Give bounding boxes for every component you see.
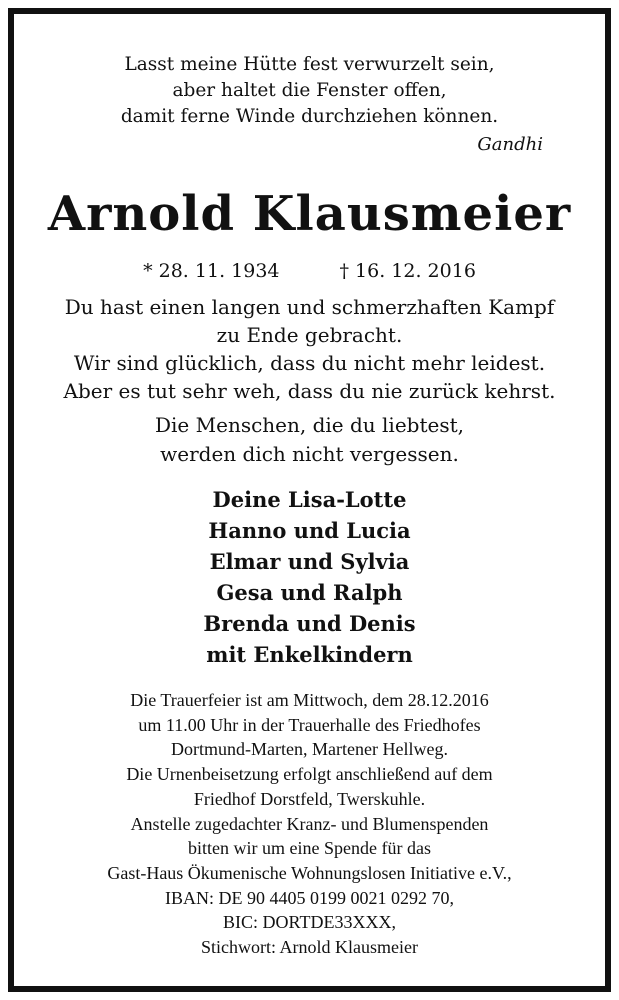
notice-line: Anstelle zugedachter Kranz- und Blumenspenden	[130, 813, 489, 834]
message-line: Wir sind glücklich, dass du nicht mehr leidest.	[73, 351, 546, 375]
funeral-notice	[14, 688, 605, 960]
death-date: † 16. 12. 2016	[339, 260, 476, 282]
message-line: Du hast einen langen und schmerzhaften Kampf	[64, 295, 555, 319]
mourner: Gesa und Ralph	[216, 580, 403, 605]
message-line: Aber es tut sehr weh, dass du nie zurück kehrst.	[63, 379, 556, 403]
message-line: Die Menschen, die du liebtest,	[155, 413, 464, 437]
quote-line: Lasst meine Hütte fest verwurzelt sein,	[124, 54, 495, 75]
notice-line: Die Urnenbeisetzung erfolgt anschließend auf dem	[126, 764, 493, 785]
quote	[14, 52, 605, 130]
life-dates	[14, 256, 605, 286]
quote-line: aber haltet die Fenster offen,	[172, 80, 447, 101]
notice-line: Friedhof Dorstfeld, Twerskuhle.	[193, 788, 426, 809]
notice-line: Dortmund-Marten, Martener Hellweg.	[171, 739, 448, 760]
message-line: zu Ende gebracht.	[216, 323, 403, 347]
message-line: werden dich nicht vergessen.	[160, 442, 459, 466]
notice-line: BIC: DORTDE33XXX,	[223, 912, 396, 933]
notice-line: bitten wir um eine Spende für das	[188, 838, 431, 859]
notice-line: um 11.00 Uhr in der Trauerhalle des Friedhofes	[138, 714, 481, 735]
mourners-list	[14, 484, 605, 670]
birth-date: * 28. 11. 1934	[143, 260, 280, 282]
notice-line: Stichwort: Arnold Klausmeier	[201, 937, 418, 958]
quote-author: Gandhi	[477, 134, 543, 155]
farewell-message	[14, 293, 605, 405]
mourner: mit Enkelkindern	[206, 642, 413, 667]
mourner: Deine Lisa-Lotte	[212, 487, 407, 512]
mourner: Brenda und Denis	[203, 611, 416, 636]
deceased-name: Arnold Klausmeier	[47, 186, 572, 242]
remembrance-message	[14, 411, 605, 469]
notice-line: Die Trauerfeier ist am Mittwoch, dem 28.12.2016	[130, 690, 489, 710]
mourner: Elmar und Sylvia	[209, 549, 410, 574]
quote-line: damit ferne Winde durchziehen können.	[120, 106, 499, 127]
obituary-frame	[8, 8, 611, 992]
mourner: Hanno und Lucia	[208, 518, 411, 543]
notice-line: Gast-Haus Ökumenische Wohnungslosen Initiative e.V.,	[107, 862, 512, 883]
notice-line: IBAN: DE 90 4405 0199 0021 0292 70,	[165, 887, 454, 908]
